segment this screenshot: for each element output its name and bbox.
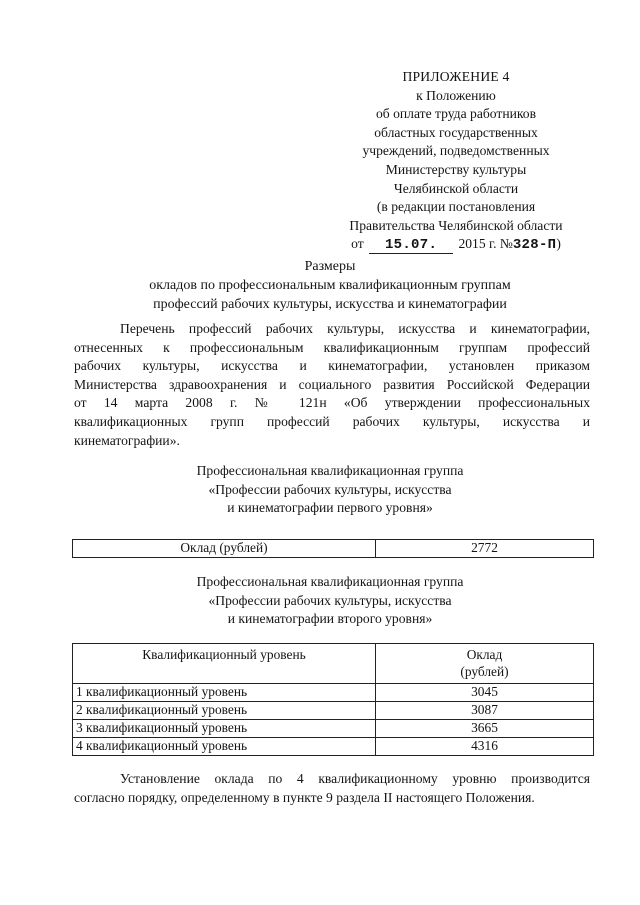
group-heading-line: Профессиональная квалификационная группа <box>196 463 464 478</box>
closing-paren: ) <box>556 236 561 252</box>
paragraph-line: согласно порядку, определенному в пункте 9 раздела II настоящего Положения. <box>74 789 535 805</box>
paragraph-line: Перечень профессий рабочих культуры, искусства и кинематографии, <box>120 321 590 336</box>
group-heading-line: и кинематографии второго уровня» <box>227 611 433 627</box>
document-title <box>60 258 600 314</box>
title-line: Размеры <box>304 259 356 274</box>
group-heading-line: и кинематографии первого уровня» <box>227 500 433 516</box>
group-heading-line: «Профессии рабочих культуры, искусства <box>208 592 452 608</box>
level-cell: 4 квалификационный уровень <box>73 738 376 756</box>
appendix-line: Министерству культуры <box>385 161 527 177</box>
group1-salary-table <box>72 539 594 558</box>
salary-cell: 4316 <box>376 738 594 756</box>
paragraph-line: кинематографии». <box>74 432 180 448</box>
table-header-row <box>73 644 594 684</box>
title-line: профессий рабочих культуры, искусства и кинематографии <box>153 296 507 312</box>
table-row <box>73 702 594 720</box>
salary-cell: 3045 <box>376 684 594 702</box>
header-level-cell: Квалификационный уровень <box>73 644 376 684</box>
appendix-line: к Положению <box>416 87 496 103</box>
level-cell: 3 квалификационный уровень <box>73 720 376 738</box>
paragraph-line: отнесенных к профессиональным квалификационным группам профессий <box>74 339 590 355</box>
group1-heading <box>100 462 560 518</box>
group2-salary-table <box>72 643 594 756</box>
appendix-line: Челябинской области <box>393 180 519 196</box>
paragraph-line: Установление оклада по 4 квалификационному уровню производится <box>120 771 590 786</box>
appendix-line: областных государственных <box>374 124 538 140</box>
appendix-line: (в редакции постановления <box>376 199 536 215</box>
group-heading-line: «Профессии рабочих культуры, искусства <box>208 481 452 497</box>
handwritten-date: 15.07. <box>369 238 453 254</box>
table-row <box>73 738 594 756</box>
salary-label-cell: Оклад (рублей) <box>73 540 376 558</box>
header-salary-line: Оклад <box>466 646 503 662</box>
header-salary-line: (рублей) <box>460 663 509 679</box>
paragraph-line: квалификационных групп профессий рабочих культуры, искусства и <box>74 413 590 429</box>
table-row <box>73 540 594 558</box>
appendix-line: Правительства Челябинской области <box>349 217 563 233</box>
intro-paragraph <box>74 320 590 450</box>
closing-paragraph <box>74 770 590 807</box>
header-salary-cell <box>376 644 594 684</box>
handwritten-number: 328-П <box>512 237 557 254</box>
appendix-dateline <box>330 235 582 255</box>
table-row <box>73 684 594 702</box>
group2-heading <box>100 573 560 629</box>
level-cell: 1 квалификационный уровень <box>73 684 376 702</box>
appendix-header <box>330 68 582 255</box>
appendix-heading: ПРИЛОЖЕНИЕ 4 <box>402 69 510 84</box>
paragraph-line: Министерства здравоохранения и социального развития Российской Федерации <box>74 376 590 392</box>
salary-cell: 3665 <box>376 720 594 738</box>
group-heading-line: Профессиональная квалификационная группа <box>196 574 464 589</box>
appendix-line: об оплате труда работников <box>375 106 537 122</box>
title-line: окладов по профессиональным квалификационным группам <box>149 277 511 293</box>
table-row <box>73 720 594 738</box>
paragraph-line: рабочих культуры, искусства и кинематографии, установлен приказом <box>74 358 590 374</box>
salary-cell: 3087 <box>376 702 594 720</box>
level-cell: 2 квалификационный уровень <box>73 702 376 720</box>
paragraph-line: от 14 марта 2008 г. № 121н «Об утверждении профессиональных <box>74 395 590 411</box>
appendix-line: учреждений, подведомственных <box>362 143 550 159</box>
salary-value-cell: 2772 <box>376 540 594 558</box>
year-text: 2015 г. № <box>458 236 513 252</box>
date-prefix: от <box>351 236 364 252</box>
